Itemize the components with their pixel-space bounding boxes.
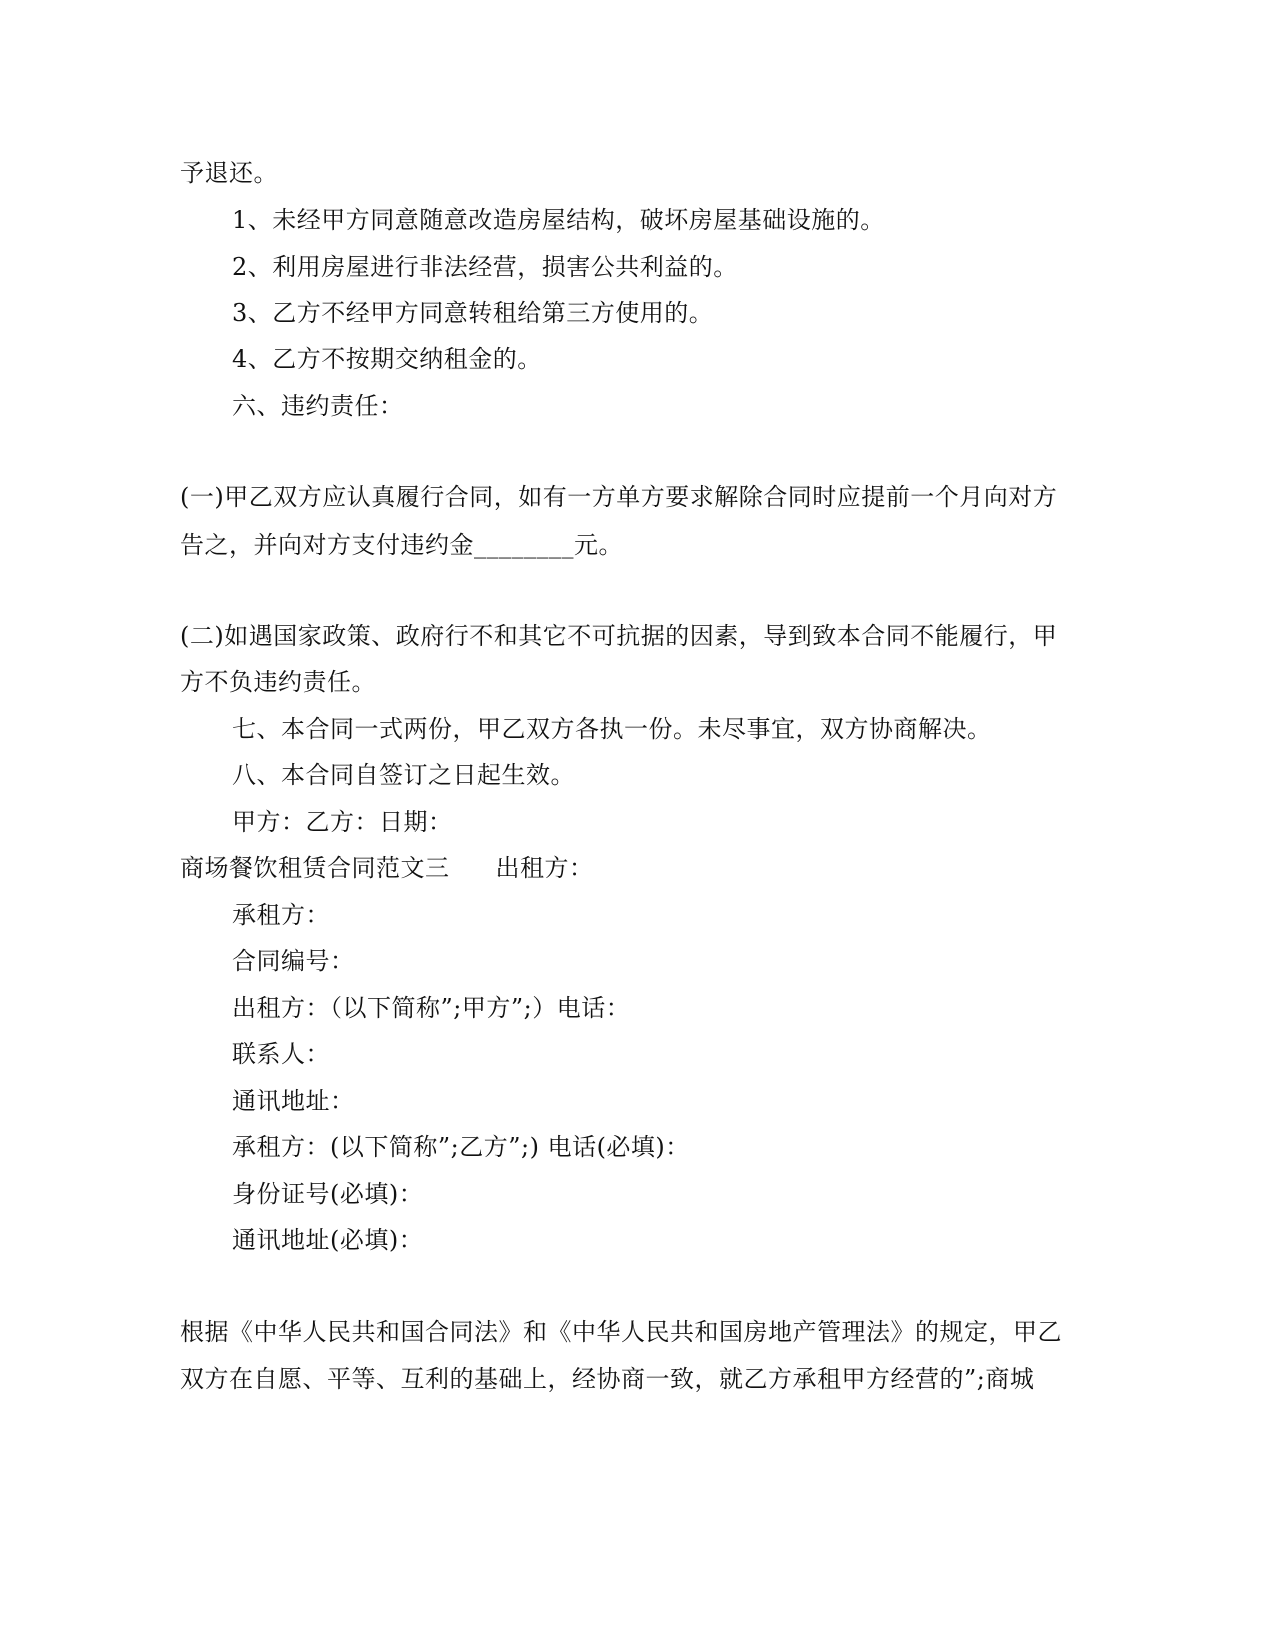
contract-title: 商场餐饮租赁合同范文三 [180, 854, 450, 882]
contract-title-row [180, 853, 594, 883]
text-line: 3、乙方不经甲方同意转租给第三方使用的。 [232, 299, 714, 327]
text-line: (一)甲乙双方应认真履行合同，如有一方单方要求解除合同时应提前一个月向对方 [180, 483, 1058, 511]
text-line: 4、乙方不按期交纳租金的。 [232, 345, 542, 373]
text-line: 出租方：（以下简称”;甲方”;）电话： [232, 994, 631, 1022]
text-line: 根据《中华人民共和国合同法》和《中华人民共和国房地产管理法》的规定，甲乙 [180, 1318, 1062, 1346]
text-line: 承租方： [232, 901, 330, 929]
text-line: 联系人： [232, 1040, 330, 1068]
text-line: 通讯地址(必填)： [232, 1226, 424, 1254]
text-line: 方不负违约责任。 [180, 668, 376, 696]
text-line: (二)如遇国家政策、政府行不和其它不可抗据的因素，导到致本合同不能履行，甲 [180, 622, 1058, 650]
text-line: 告之，并向对方支付违约金________元。 [180, 531, 623, 559]
text-line: 八、本合同自签订之日起生效。 [232, 761, 575, 789]
text-line: 承租方：(以下简称”;乙方”;) 电话(必填)： [232, 1133, 690, 1161]
text-line: 合同编号： [232, 947, 355, 975]
signature-line: 甲方：乙方：日期： [232, 808, 453, 836]
text-line: 七、本合同一式两份，甲乙双方各执一份。未尽事宜，双方协商解决。 [232, 715, 992, 743]
text-line: 双方在自愿、平等、互利的基础上，经协商一致，就乙方承租甲方经营的”;商城 [180, 1365, 1035, 1393]
text-line: 身份证号(必填)： [232, 1180, 424, 1208]
section-heading: 六、违约责任： [232, 392, 404, 420]
text-line: 通讯地址： [232, 1087, 355, 1115]
text-line: 1、未经甲方同意随意改造房屋结构，破坏房屋基础设施的。 [232, 206, 885, 234]
text-line: 予退还。 [180, 159, 278, 187]
text-line: 2、利用房屋进行非法经营，损害公共利益的。 [232, 253, 738, 281]
lessor-label: 出租方： [495, 854, 594, 882]
